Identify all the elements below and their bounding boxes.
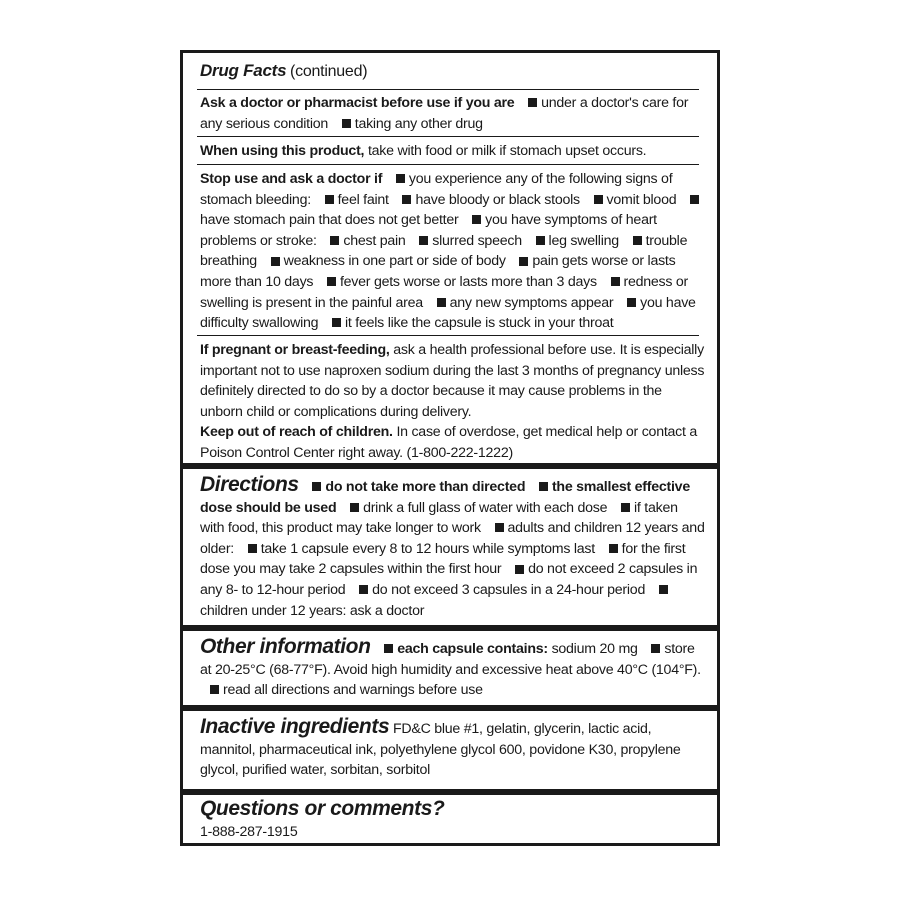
other-info-heading: Other information — [200, 635, 371, 658]
children-label: Keep out of reach of children. — [200, 424, 393, 441]
bullet-icon — [528, 98, 537, 107]
drug-facts-header — [183, 61, 717, 83]
bullet-icon — [330, 236, 339, 245]
stop-use-item: any new symptoms appear — [449, 294, 614, 311]
ask-doctor-item: taking any other drug — [354, 115, 483, 132]
inactive-ingredients-heading: Inactive ingredients — [200, 715, 390, 738]
stop-use-item: chest pain — [343, 232, 406, 249]
directions-heading: Directions — [200, 473, 299, 496]
directions-item: do not exceed 2 capsules in any 8- to 12-hour period — [200, 561, 698, 598]
stop-use-item: you experience any of the following signs of stomach bleeding: — [200, 171, 673, 208]
bullet-icon — [332, 318, 341, 327]
bullet-icon — [519, 257, 528, 266]
bullet-icon — [611, 277, 620, 286]
bullet-icon — [609, 544, 618, 553]
divider — [197, 164, 699, 165]
other-info-text: store at 20-25°C (68-77°F). Avoid high humidity and excessive heat above 40°C (104°F). — [200, 641, 701, 678]
bullet-icon — [248, 544, 257, 553]
questions-heading: Questions or comments? — [200, 797, 445, 820]
stop-use-item: pain gets worse or lasts more than 10 days — [200, 253, 676, 290]
divider — [197, 89, 699, 90]
stop-use-item: feel faint — [337, 191, 389, 208]
ask-doctor-item: under a doctor's care for any serious condition — [200, 95, 689, 132]
drug-facts-panel — [180, 50, 720, 846]
section-divider — [183, 789, 717, 795]
bullet-icon — [515, 565, 524, 574]
directions-item: if taken with food, this product may take longer to work — [200, 499, 678, 537]
bullet-icon — [495, 523, 504, 532]
directions-item: children under 12 years: ask a doctor — [200, 602, 425, 619]
ask-doctor-label: Ask a doctor or pharmacist before use if you are — [200, 95, 515, 111]
stop-use-item: slurred speech — [432, 232, 522, 249]
other-info-label: each capsule contains: — [397, 641, 548, 657]
stop-use-item: leg swelling — [548, 232, 619, 249]
ask-doctor-section — [183, 93, 717, 134]
bullet-icon — [690, 195, 699, 204]
bullet-icon — [621, 503, 630, 512]
when-using-section — [183, 141, 717, 162]
drug-facts-continued: (continued) — [290, 63, 368, 80]
inactive-ingredients-text: FD&C blue #1, gelatin, glycerin, lactic acid, mannitol, pharmaceutical ink, polyethylene glycol 600, povidone K30, propylene glycol, purified water, sorbitan, sorbitol — [200, 721, 681, 779]
stop-use-item: weakness in one part or side of body — [283, 253, 506, 270]
inactive-ingredients-section — [183, 717, 717, 781]
when-using-text: take with food or milk if stomach upset occurs. — [367, 143, 647, 159]
pregnancy-section — [183, 340, 717, 464]
when-using-label: When using this product, — [200, 143, 365, 159]
stop-use-item: redness or swelling is present in the painful area — [200, 273, 689, 311]
directions-item: do not exceed 3 capsules in a 24-hour period — [372, 581, 646, 598]
stop-use-item: trouble breathing — [200, 232, 688, 270]
directions-item: take 1 capsule every 8 to 12 hours while symptoms last — [260, 540, 595, 557]
other-info-text: sodium 20 mg — [551, 641, 638, 657]
directions-item: the smallest effective dose should be used — [200, 479, 690, 516]
stop-use-item: fever gets worse or lasts more than 3 days — [339, 273, 597, 290]
pregnancy-text: ask a health professional before use. It is especially important not to use naproxen sodium during the last 3 months of pregnancy unless definitely directed to do so by a doctor because it may cause problems in the unborn child or complications during delivery. — [200, 342, 705, 420]
stop-use-item: have bloody or black stools — [415, 191, 580, 208]
bullet-icon — [651, 644, 660, 653]
other-info-section — [183, 637, 717, 701]
bullet-icon — [627, 298, 636, 307]
bullet-icon — [472, 215, 481, 224]
stop-use-label: Stop use and ask a doctor if — [200, 171, 383, 187]
bullet-icon — [536, 236, 545, 245]
directions-item: for the first dose you may take 2 capsules within the first hour — [200, 540, 686, 578]
stop-use-item: vomit blood — [606, 191, 677, 208]
stop-use-item: it feels like the capsule is stuck in your throat — [345, 315, 614, 332]
bullet-icon — [271, 257, 280, 266]
bullet-icon — [659, 585, 668, 594]
children-text: In case of overdose, get medical help or contact a Poison Control Center right away. (1-800-222-1222) — [200, 424, 698, 461]
bullet-icon — [419, 236, 428, 245]
questions-phone: 1-888-287-1915 — [200, 823, 298, 840]
bullet-icon — [633, 236, 642, 245]
section-divider — [183, 625, 717, 631]
directions-section — [183, 475, 717, 621]
divider — [197, 335, 699, 336]
bullet-icon — [402, 195, 411, 204]
divider — [197, 136, 699, 137]
bullet-icon — [539, 482, 548, 491]
bullet-icon — [350, 503, 359, 512]
bullet-icon — [342, 119, 351, 128]
bullet-icon — [327, 277, 336, 286]
other-info-text: read all directions and warnings before use — [223, 682, 483, 699]
stop-use-item: you have difficulty swallowing — [200, 294, 696, 332]
stop-use-item: you have symptoms of heart problems or stroke: — [200, 212, 657, 249]
bullet-icon — [396, 174, 405, 183]
bullet-icon — [384, 644, 393, 653]
directions-item: do not take more than directed — [325, 479, 526, 495]
section-divider — [183, 463, 717, 469]
bullet-icon — [210, 685, 219, 694]
section-divider — [183, 705, 717, 711]
drug-facts-title: Drug Facts — [200, 61, 287, 80]
bullet-icon — [594, 195, 603, 204]
pregnancy-label: If pregnant or breast-feeding, — [200, 342, 390, 358]
stop-use-section — [183, 169, 717, 334]
bullet-icon — [359, 585, 368, 594]
directions-item: adults and children 12 years and older: — [200, 520, 705, 557]
bullet-icon — [437, 298, 446, 307]
questions-section — [183, 799, 717, 842]
bullet-icon — [312, 482, 321, 491]
bullet-icon — [325, 195, 334, 204]
stop-use-item: have stomach pain that does not get better — [200, 212, 459, 229]
directions-item: drink a full glass of water with each dose — [363, 499, 608, 516]
